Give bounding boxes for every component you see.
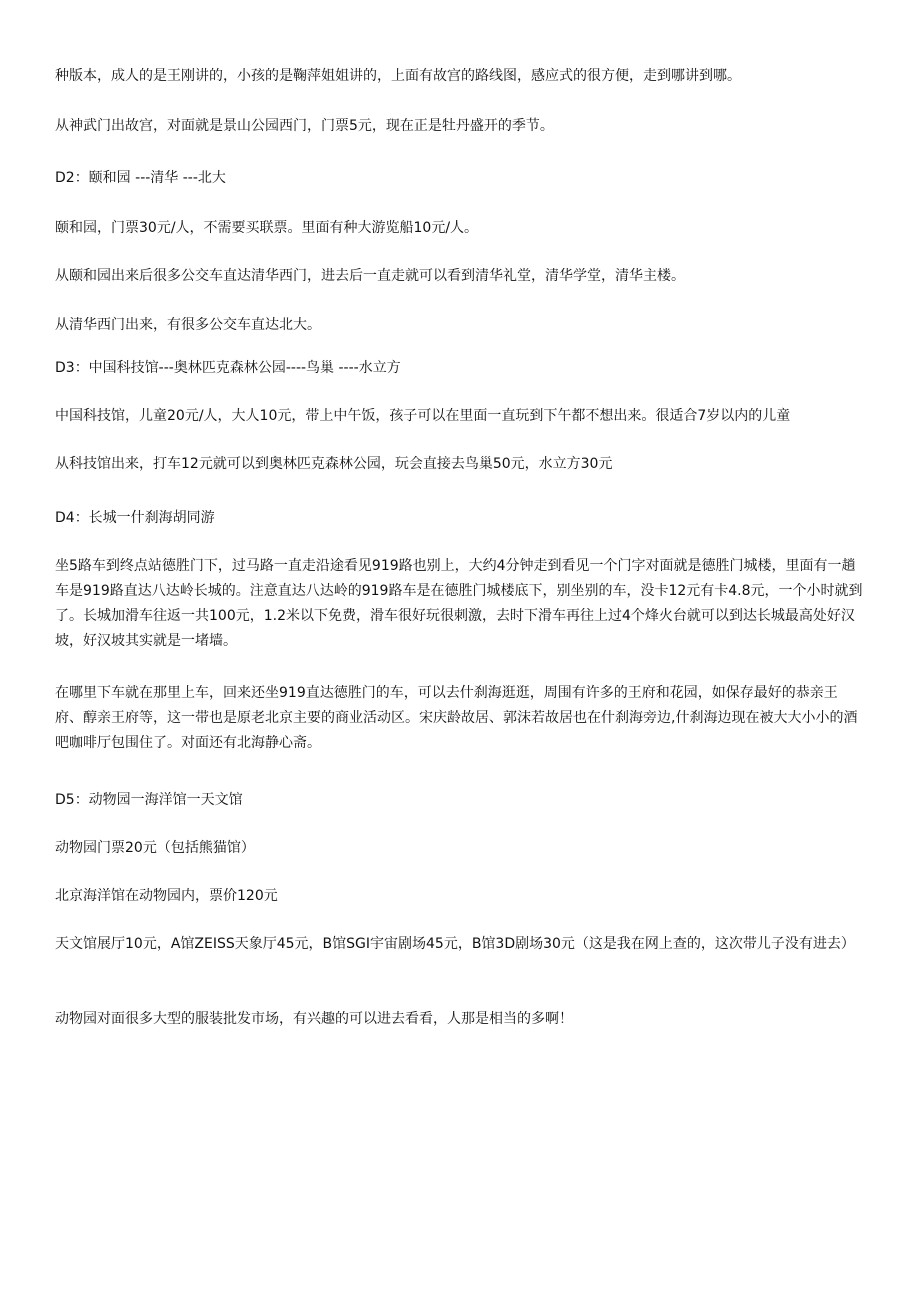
heading-day-5: D5：动物园一海洋馆一天文馆 — [55, 792, 243, 808]
paragraph-summer-palace: 颐和园，门票30元/人，不需要买联票。里面有种大游览船10元/人。 — [55, 220, 479, 236]
paragraph-zoo-ticket: 动物园门票20元（包括熊猫馆） — [55, 840, 255, 856]
paragraph-peking-university: 从清华西门出来，有很多公交车直达北大。 — [55, 317, 321, 333]
paragraph-audio-guide: 种版本，成人的是王刚讲的，小孩的是鞠萍姐姐讲的，上面有故宫的路线图，感应式的很方便，走到哪讲到哪。 — [55, 68, 741, 84]
paragraph-jingshan-park: 从神武门出故宫，对面就是景山公园西门，门票5元，现在正是牡丹盛开的季节。 — [55, 118, 554, 134]
heading-day-3: D3：中国科技馆---奥林匹克森林公园----鸟巢 ----水立方 — [55, 360, 401, 376]
paragraph-aquarium: 北京海洋馆在动物园内，票价120元 — [55, 888, 278, 904]
heading-day-2: D2：颐和园 ---清华 ---北大 — [55, 170, 226, 186]
paragraph-shichahai: 在哪里下车就在那里上车，回来还坐919直达德胜门的车，可以去什刹海逛逛，周围有许多的王府和花园，如保存最好的恭亲王府、醇亲王府等，这一带也是原老北京主要的商业活动区。宋庆龄故居、郭沫若故居也在什刹海旁边,什刹海边现在被大大小小的酒吧咖啡厅包围住了。对面还有北海静心斋。 — [55, 685, 858, 751]
paragraph-tsinghua: 从颐和园出来后很多公交车直达清华西门，进去后一直走就可以看到清华礼堂，清华学堂，清华主楼。 — [55, 268, 685, 284]
paragraph-olympic-park: 从科技馆出来，打车12元就可以到奥林匹克森林公园，玩会直接去鸟巢50元，水立方30元 — [55, 456, 613, 472]
paragraph-science-museum: 中国科技馆，儿童20元/人，大人10元，带上中午饭，孩子可以在里面一直玩到下午都不想出来。很适合7岁以内的儿童 — [55, 408, 791, 424]
paragraph-wholesale-market: 动物园对面很多大型的服装批发市场，有兴趣的可以进去看看，人那是相当的多啊！ — [55, 1011, 573, 1027]
heading-day-4: D4：长城一什刹海胡同游 — [55, 510, 215, 526]
paragraph-great-wall: 坐5路车到终点站德胜门下，过马路一直走沿途看见919路也别上，大约4分钟走到看见一个门字对面就是德胜门城楼，里面有一趟车是919路直达八达岭长城的。注意直达八达岭的919路车是在德胜门城楼底下，别坐别的车，没卡12元有卡4.8元，一个小时就到了。长城加滑车往返一共100元，1.2米以下免费，滑车很好玩很刺激，去时下滑车再往上过4个烽火台就可以到达长城最高处好汉坡，好汉坡其实就是一堵墙。 — [55, 558, 863, 649]
paragraph-planetarium: 天文馆展厅10元，A馆ZEISS天象厅45元，B馆SGI宇宙剧场45元，B馆3D剧场30元（这是我在网上查的，这次带儿子没有进去） — [55, 936, 855, 952]
